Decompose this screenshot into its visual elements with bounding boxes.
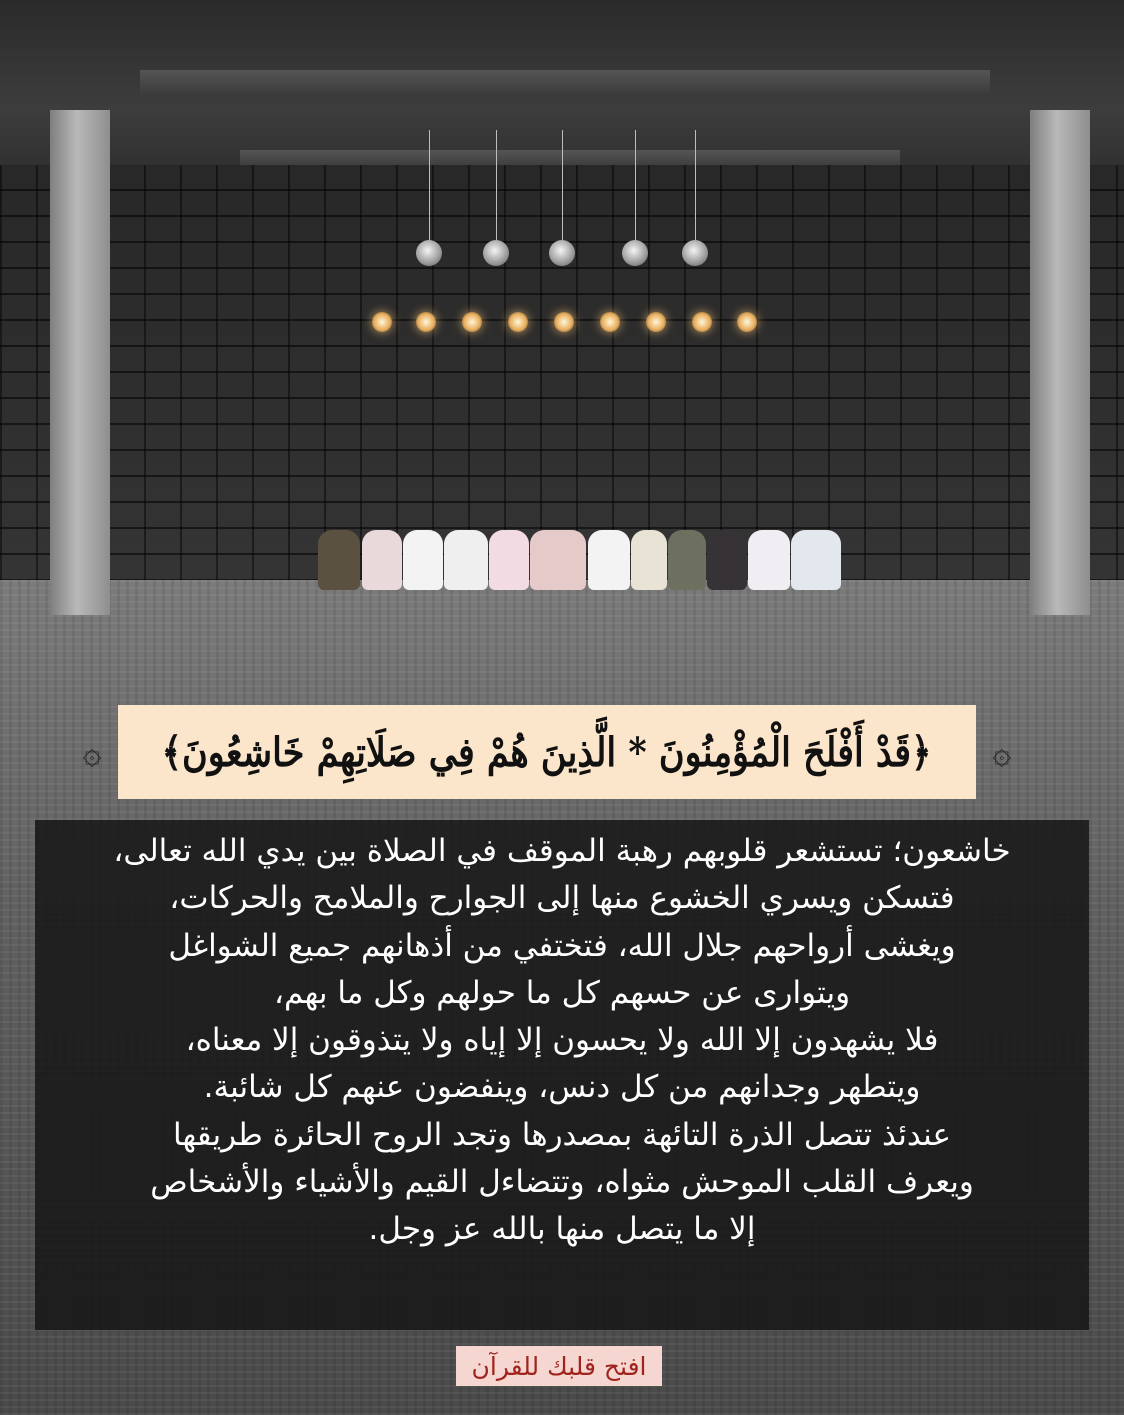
reflection-line: ويتوارى عن حسهم كل ما حولهم وكل ما بهم، (273, 974, 851, 1011)
warm-light (554, 312, 574, 332)
warm-light (646, 312, 666, 332)
worshipper (631, 530, 667, 590)
right-pillar (1030, 110, 1090, 615)
worshipper (318, 530, 360, 590)
ceiling-beam (140, 70, 990, 96)
warm-light (692, 312, 712, 332)
worshipper (362, 530, 402, 590)
worshipper (668, 530, 706, 590)
worshipper (748, 530, 790, 590)
pendant-lamp (682, 240, 708, 266)
reflection-line: ويتطهر وجدانهم من كل دنس، وينفضون عنهم كل شائبة. (203, 1069, 921, 1106)
reflection-line: إلا ما يتصل منها بالله عز وجل. (368, 1211, 756, 1248)
ornament-icon: ۞ (82, 733, 102, 771)
reflection-line: ويغشى أرواحهم جلال الله، فتختفي من أذهانهم جميع الشواغل (168, 927, 956, 964)
quran-verse: ﴿قَدْ أَفْلَحَ الْمُؤْمِنُونَ * الَّذِينَ هُمْ فِي صَلَاتِهِمْ خَاشِعُونَ﴾ (161, 728, 933, 776)
tagline-badge: افتح قلبك للقرآن (456, 1346, 662, 1386)
reflection-line: فتسكن ويسري الخشوع منها إلى الجوارح والملامح والحركات، (169, 880, 955, 917)
worshipper (530, 530, 586, 590)
worshipper (588, 530, 630, 590)
warm-light (416, 312, 436, 332)
pendant-lamp (416, 240, 442, 266)
pendant-lamp (622, 240, 648, 266)
warm-light (372, 312, 392, 332)
warm-light (737, 312, 757, 332)
warm-light (600, 312, 620, 332)
reflection-line: عندئذ تتصل الذرة التائهة بمصدرها وتجد الروح الحائرة طريقها (173, 1116, 951, 1153)
left-pillar (50, 110, 110, 615)
quran-verse-banner (82, 705, 1012, 799)
reflection-line: خاشعون؛ تستشعر قلوبهم رهبة الموقف في الصلاة بين يدي الله تعالى، (113, 833, 1011, 869)
pendant-lamp (549, 240, 575, 266)
ornament-icon: ۞ (992, 733, 1012, 771)
reflection-panel (35, 820, 1089, 1330)
worshipper (791, 530, 841, 590)
reflection-line: ويعرف القلب الموحش مثواه، وتتضاءل القيم والأشياء والأشخاص (150, 1164, 974, 1201)
warm-light (508, 312, 528, 332)
reflection-line: فلا يشهدون إلا الله ولا يحسون إلا إياه ولا يتذوقون إلا معناه، (185, 1022, 939, 1059)
worshipper (489, 530, 529, 590)
worshipper (444, 530, 488, 590)
worshipper (403, 530, 443, 590)
warm-light (462, 312, 482, 332)
worshipper (707, 530, 747, 590)
pendant-lamp (483, 240, 509, 266)
